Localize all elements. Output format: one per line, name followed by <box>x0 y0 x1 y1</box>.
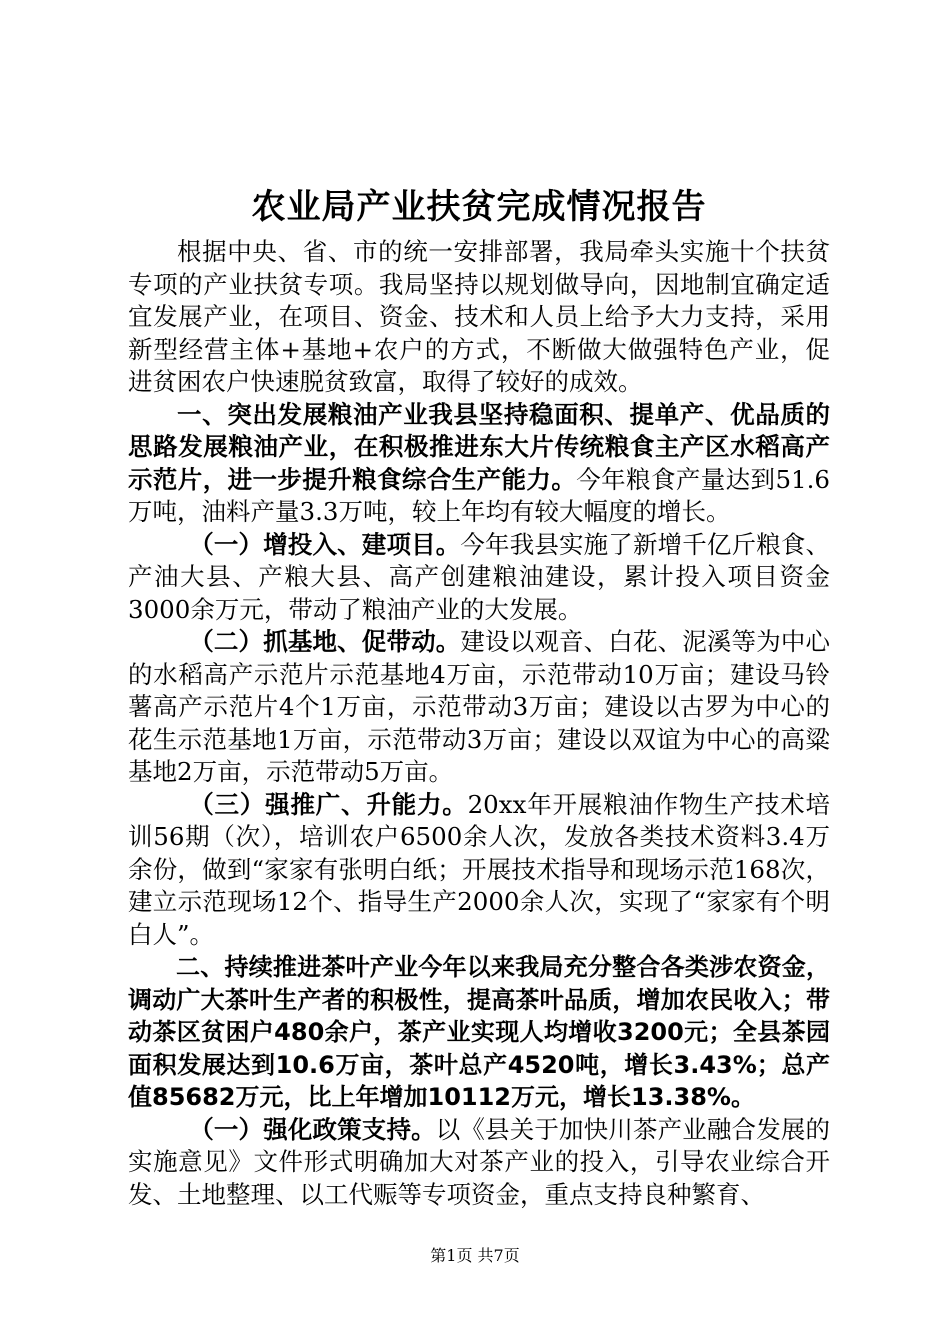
section-1-1-lead: （一）增投入、建项目。 <box>189 529 461 559</box>
section-1-3-lead: （三）强推广、升能力。 <box>189 789 468 819</box>
document-title: 农业局产业扶贫完成情况报告 <box>251 187 707 227</box>
intro-paragraph: 根据中央、省、市的统一安排部署，我局牵头实施十个扶贫专项的产业扶贫专项。我局坚持以规划做导向，因地制宜确定适宜发展产业，在项目、资金、技术和人员上给予大力支持，采用新型经营主体+基地+农户的方式，不断做大做强特色产业，促进贫困农户快速脱贫致富，取得了较好的成效。 <box>128 237 830 396</box>
section-1-lead: 一、突出发展粮油产业我县坚持稳面积、提单产、优品质的思路发展粮油产业，在积极推进东大片传统粮食主产区水稻高产示范片，进一步提升粮食综合生产能力。 <box>128 399 830 494</box>
section-2-1-lead: （一）强化政策支持。 <box>189 1114 436 1144</box>
section-1-3-body: 20xx年开展粮油作物生产技术培训56期（次），培训农户6500余人次，发放各类技术资料3.4万余份，做到“家家有张明白纸；开展技术指导和现场示范168次，建立示范现场12个、指导生产2000余人次，实现了“家家有个明白人”。 <box>128 789 831 949</box>
section-1-paragraph <box>128 399 830 529</box>
section-1-2-lead: （二）抓基地、促带动。 <box>189 627 461 656</box>
section-1-2-body: 建设以观音、白花、泥溪等为中心的水稻高产示范片示范基地4万亩，示范带动10万亩；建设马铃薯高产示范片4个1万亩，示范带动3万亩；建设以古罗为中心的花生示范基地1万亩，示范带动3万亩；建设以双谊为中心的高粱基地2万亩，示范带动5万亩。 <box>128 627 831 786</box>
section-1-1-body: 今年我县实施了新增千亿斤粮食、产油大县、产粮大县、高产创建粮油建设，累计投入项目资金3000余万元，带动了粮油产业的大发展。 <box>128 529 831 624</box>
section-1-1-paragraph <box>128 529 830 627</box>
section-1-3-paragraph <box>128 789 830 952</box>
section-1-body: 今年粮食产量达到51.6万吨，油料产量3.3万吨，较上年均有较大幅度的增长。 <box>128 464 830 526</box>
document-page <box>128 184 830 1211</box>
section-1-2-paragraph <box>128 626 830 789</box>
page-footer: 第1页 共7页 <box>430 1246 520 1265</box>
section-2-paragraph: 二、持续推进茶叶产业今年以来我局充分整合各类涉农资金，调动广大茶叶生产者的积极性，提高茶叶品质，增加农民收入；带动茶区贫困户480余户，茶产业实现人均增收3200元；全县茶园面积发展达到10.6万亩，茶叶总产4520吨，增长3.43%；总产值85682万元，比上年增加10112万元，增长13.38%。 <box>128 953 830 1111</box>
section-2-1-body: 以《县关于加快川茶产业融合发展的实施意见》文件形式明确加大对茶产业的投入，引导农业综合开发、土地整理、以工代赈等专项资金，重点支持良种繁育、 <box>128 1114 830 1209</box>
section-2-1-paragraph <box>128 1114 830 1212</box>
